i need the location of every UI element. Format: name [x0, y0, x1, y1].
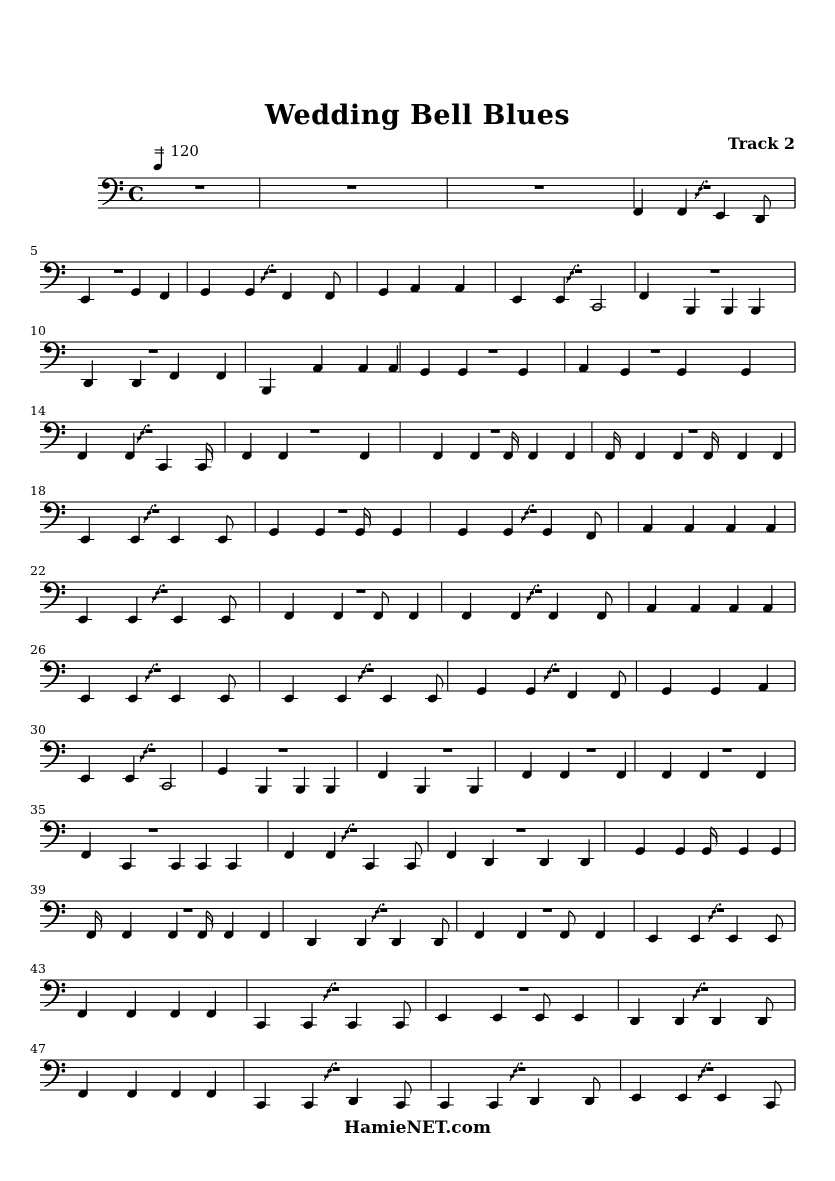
staff-system	[30, 722, 795, 794]
half-rest	[114, 269, 123, 273]
grace-note-head	[327, 1068, 333, 1073]
grace-rest-block	[332, 988, 339, 991]
bass-clef-icon	[102, 178, 123, 205]
measure-number: 14	[30, 403, 46, 418]
bass-clef-icon	[44, 1060, 65, 1087]
half-rest	[651, 349, 660, 353]
measure-number: 30	[30, 722, 46, 737]
bass-clef-icon	[44, 901, 65, 928]
grace-note-head	[569, 270, 575, 275]
grace-note-head	[323, 994, 329, 999]
bass-clef-icon	[44, 661, 65, 688]
grace-note-head	[543, 675, 549, 680]
grace-note-head	[512, 1068, 518, 1073]
grace-note-head	[692, 994, 698, 999]
grace-dot	[708, 1062, 711, 1065]
grace-note-head	[341, 835, 347, 840]
half-rest	[710, 269, 719, 273]
staff-system	[30, 563, 795, 624]
half-rest	[587, 748, 596, 752]
half-rest	[183, 908, 192, 912]
staff-system	[30, 403, 795, 472]
grace-note-head	[711, 909, 717, 914]
footer-text: HamieNET.com	[344, 1118, 491, 1138]
measure-number: 18	[30, 483, 46, 498]
staff-system	[30, 243, 795, 315]
grace-rest-block	[154, 669, 161, 672]
half-rest	[195, 185, 204, 189]
measure-number: 22	[30, 563, 46, 578]
grace-dot	[703, 982, 706, 985]
grace-note-head	[697, 1074, 703, 1079]
grace-note-head	[698, 186, 704, 191]
grace-dot	[705, 180, 708, 183]
grace-dot	[150, 743, 153, 746]
half-rest	[516, 828, 525, 832]
time-signature: C	[128, 181, 144, 206]
grace-rest-block	[535, 590, 542, 593]
staff-system	[30, 483, 795, 544]
half-rest	[310, 429, 319, 433]
grace-rest-block	[367, 669, 374, 672]
half-rest	[443, 748, 452, 752]
grace-note-head	[260, 276, 266, 281]
measure-number: 5	[30, 243, 38, 258]
measure-number: 43	[30, 961, 46, 976]
grace-note-head	[566, 276, 572, 281]
staff-system	[30, 323, 795, 395]
measure-number: 35	[30, 802, 46, 817]
grace-rest-block	[706, 1068, 713, 1071]
grace-note-head	[524, 510, 530, 515]
bass-clef-icon	[44, 262, 65, 289]
grace-rest-block	[575, 270, 582, 273]
measure-number: 10	[30, 323, 46, 338]
grace-dot	[334, 982, 337, 985]
half-rest	[279, 748, 288, 752]
half-rest	[723, 748, 732, 752]
half-rest	[338, 509, 347, 513]
grace-rest-block	[333, 1068, 340, 1071]
grace-note-head	[139, 430, 145, 435]
half-rest	[543, 908, 552, 912]
grace-note-head	[148, 669, 154, 674]
grace-note-head	[371, 915, 377, 920]
grace-dot	[537, 584, 540, 587]
page-title: Wedding Bell Blues	[264, 100, 571, 131]
grace-note-head	[700, 1068, 706, 1073]
grace-rest-block	[161, 590, 168, 593]
grace-dot	[162, 584, 165, 587]
half-rest	[356, 589, 365, 593]
half-rest	[689, 429, 698, 433]
measure-number: 47	[30, 1041, 46, 1056]
grace-dot	[154, 504, 157, 507]
grace-note-head	[509, 1074, 515, 1079]
grace-note-head	[145, 675, 151, 680]
grace-note-head	[708, 915, 714, 920]
measure-number: 39	[30, 882, 46, 897]
staff-system	[30, 1041, 795, 1110]
half-rest	[149, 349, 158, 353]
bass-clef-icon	[44, 821, 65, 848]
staff-system	[30, 882, 795, 947]
grace-rest-block	[518, 1068, 525, 1071]
grace-dot	[271, 264, 274, 267]
grace-note-head	[694, 192, 700, 197]
grace-dot	[520, 1062, 523, 1065]
grace-note-head	[357, 675, 363, 680]
grace-dot	[352, 823, 355, 826]
half-rest	[489, 349, 498, 353]
half-rest	[347, 185, 356, 189]
grace-dot	[554, 663, 557, 666]
grace-dot	[334, 1062, 337, 1065]
grace-note-head	[546, 669, 552, 674]
grace-note-head	[326, 988, 332, 993]
grace-rest-block	[269, 270, 276, 273]
track-label: Track 2	[727, 134, 795, 153]
half-rest	[149, 828, 158, 832]
bass-clef-icon	[44, 741, 65, 768]
grace-rest-block	[145, 430, 152, 433]
bass-clef-icon	[44, 980, 65, 1007]
grace-note-head	[263, 270, 269, 275]
grace-rest-block	[552, 669, 559, 672]
grace-rest-block	[148, 749, 155, 752]
grace-note-head	[139, 755, 145, 760]
grace-note-head	[146, 510, 152, 515]
grace-note-head	[155, 590, 161, 595]
grace-rest-block	[380, 909, 387, 912]
grace-note-head	[142, 749, 148, 754]
bass-clef-icon	[44, 502, 65, 529]
grace-note-head	[695, 988, 701, 993]
grace-dot	[577, 264, 580, 267]
grace-note-head	[323, 1074, 329, 1079]
grace-dot	[155, 663, 158, 666]
half-rest	[491, 429, 500, 433]
staff-system	[98, 178, 795, 224]
grace-note-head	[344, 829, 350, 834]
half-rest	[535, 185, 544, 189]
half-rest	[519, 987, 528, 991]
grace-rest-block	[530, 510, 537, 513]
grace-note-head	[374, 909, 380, 914]
bass-clef-icon	[44, 342, 65, 369]
bass-clef-icon	[44, 422, 65, 449]
grace-rest-block	[350, 829, 357, 832]
grace-note-head	[143, 516, 149, 521]
grace-rest-block	[701, 988, 708, 991]
grace-dot	[147, 424, 150, 427]
grace-rest-block	[152, 510, 159, 513]
measure-number: 26	[30, 642, 46, 657]
grace-dot	[382, 903, 385, 906]
grace-dot	[531, 504, 534, 507]
staff-system	[30, 961, 795, 1030]
grace-rest-block	[703, 186, 710, 189]
staff-system	[30, 642, 795, 703]
staff-system	[30, 802, 795, 871]
grace-rest-block	[717, 909, 724, 912]
grace-note-head	[151, 596, 157, 601]
grace-dot	[719, 903, 722, 906]
grace-note-head	[136, 436, 142, 441]
tempo-value: = 120	[153, 142, 199, 160]
bass-clef-icon	[44, 582, 65, 609]
grace-dot	[368, 663, 371, 666]
grace-note-head	[529, 590, 535, 595]
grace-note-head	[361, 669, 367, 674]
grace-note-head	[526, 596, 532, 601]
grace-note-head	[521, 516, 527, 521]
